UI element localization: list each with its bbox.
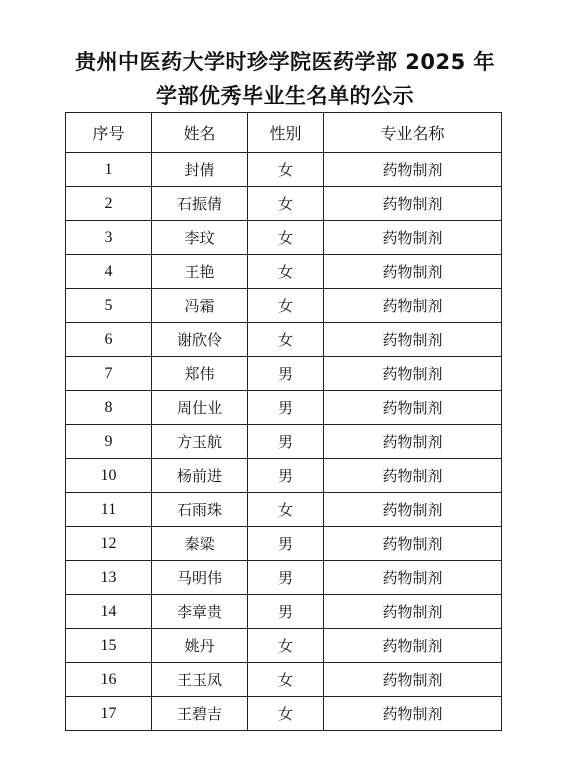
cell-serial-number: 13: [66, 561, 152, 595]
cell-name: 李章贵: [152, 595, 248, 629]
cell-gender: 男: [248, 561, 324, 595]
cell-major: 药物制剂: [324, 255, 502, 289]
cell-serial-number: 15: [66, 629, 152, 663]
cell-serial-number: 4: [66, 255, 152, 289]
cell-serial-number: 3: [66, 221, 152, 255]
cell-major: 药物制剂: [324, 561, 502, 595]
cell-major: 药物制剂: [324, 357, 502, 391]
table-row: [66, 187, 502, 221]
cell-major: 药物制剂: [324, 493, 502, 527]
table-row: [66, 255, 502, 289]
cell-serial-number: 9: [66, 425, 152, 459]
cell-gender: 女: [248, 697, 324, 731]
cell-gender: 男: [248, 527, 324, 561]
cell-serial-number: 14: [66, 595, 152, 629]
table-row: [66, 493, 502, 527]
table-body: [66, 153, 502, 731]
cell-name: 王碧吉: [152, 697, 248, 731]
cell-gender: 女: [248, 221, 324, 255]
cell-serial-number: 8: [66, 391, 152, 425]
cell-major: 药物制剂: [324, 595, 502, 629]
cell-major: 药物制剂: [324, 663, 502, 697]
cell-major: 药物制剂: [324, 697, 502, 731]
cell-gender: 女: [248, 493, 324, 527]
cell-gender: 女: [248, 323, 324, 357]
cell-gender: 女: [248, 289, 324, 323]
cell-serial-number: 17: [66, 697, 152, 731]
cell-serial-number: 1: [66, 153, 152, 187]
cell-name: 郑伟: [152, 357, 248, 391]
cell-gender: 男: [248, 357, 324, 391]
cell-serial-number: 7: [66, 357, 152, 391]
cell-name: 冯霜: [152, 289, 248, 323]
cell-major: 药物制剂: [324, 289, 502, 323]
cell-name: 杨前进: [152, 459, 248, 493]
table-row: [66, 697, 502, 731]
cell-major: 药物制剂: [324, 459, 502, 493]
table-row: [66, 629, 502, 663]
table-row: [66, 323, 502, 357]
table-row: [66, 595, 502, 629]
cell-name: 石振倩: [152, 187, 248, 221]
table-row: [66, 561, 502, 595]
table-row: [66, 221, 502, 255]
cell-gender: 女: [248, 663, 324, 697]
cell-serial-number: 2: [66, 187, 152, 221]
table-row: [66, 357, 502, 391]
cell-major: 药物制剂: [324, 425, 502, 459]
cell-serial-number: 12: [66, 527, 152, 561]
cell-name: 谢欣伶: [152, 323, 248, 357]
table-row: [66, 527, 502, 561]
cell-serial-number: 10: [66, 459, 152, 493]
cell-name: 李玟: [152, 221, 248, 255]
cell-major: 药物制剂: [324, 187, 502, 221]
document-title-line-2: 学部优秀毕业生名单的公示: [156, 84, 414, 108]
cell-major: 药物制剂: [324, 527, 502, 561]
cell-serial-number: 5: [66, 289, 152, 323]
cell-name: 王玉凤: [152, 663, 248, 697]
cell-name: 封倩: [152, 153, 248, 187]
table-row: [66, 391, 502, 425]
cell-major: 药物制剂: [324, 153, 502, 187]
cell-name: 石雨珠: [152, 493, 248, 527]
cell-serial-number: 6: [66, 323, 152, 357]
header-serial-number: 序号: [66, 113, 152, 153]
cell-name: 王艳: [152, 255, 248, 289]
cell-gender: 男: [248, 425, 324, 459]
header-gender: 性别: [248, 113, 324, 153]
header-name: 姓名: [152, 113, 248, 153]
table-row: [66, 289, 502, 323]
table-row: [66, 663, 502, 697]
table-row: [66, 459, 502, 493]
graduates-table: [65, 112, 502, 731]
cell-name: 姚丹: [152, 629, 248, 663]
table-row: [66, 153, 502, 187]
cell-name: 马明伟: [152, 561, 248, 595]
cell-major: 药物制剂: [324, 391, 502, 425]
cell-gender: 男: [248, 595, 324, 629]
cell-name: 方玉航: [152, 425, 248, 459]
cell-gender: 女: [248, 255, 324, 289]
header-major: 专业名称: [324, 113, 502, 153]
cell-major: 药物制剂: [324, 221, 502, 255]
cell-serial-number: 16: [66, 663, 152, 697]
cell-name: 周仕业: [152, 391, 248, 425]
cell-major: 药物制剂: [324, 323, 502, 357]
table-header-row: [66, 113, 502, 153]
document-title-line-1: 贵州中医药大学时珍学院医药学部 2025 年: [74, 50, 496, 74]
cell-gender: 女: [248, 187, 324, 221]
table-row: [66, 425, 502, 459]
cell-gender: 男: [248, 391, 324, 425]
cell-gender: 女: [248, 153, 324, 187]
cell-name: 秦粱: [152, 527, 248, 561]
cell-serial-number: 11: [66, 493, 152, 527]
cell-gender: 男: [248, 459, 324, 493]
cell-gender: 女: [248, 629, 324, 663]
cell-major: 药物制剂: [324, 629, 502, 663]
